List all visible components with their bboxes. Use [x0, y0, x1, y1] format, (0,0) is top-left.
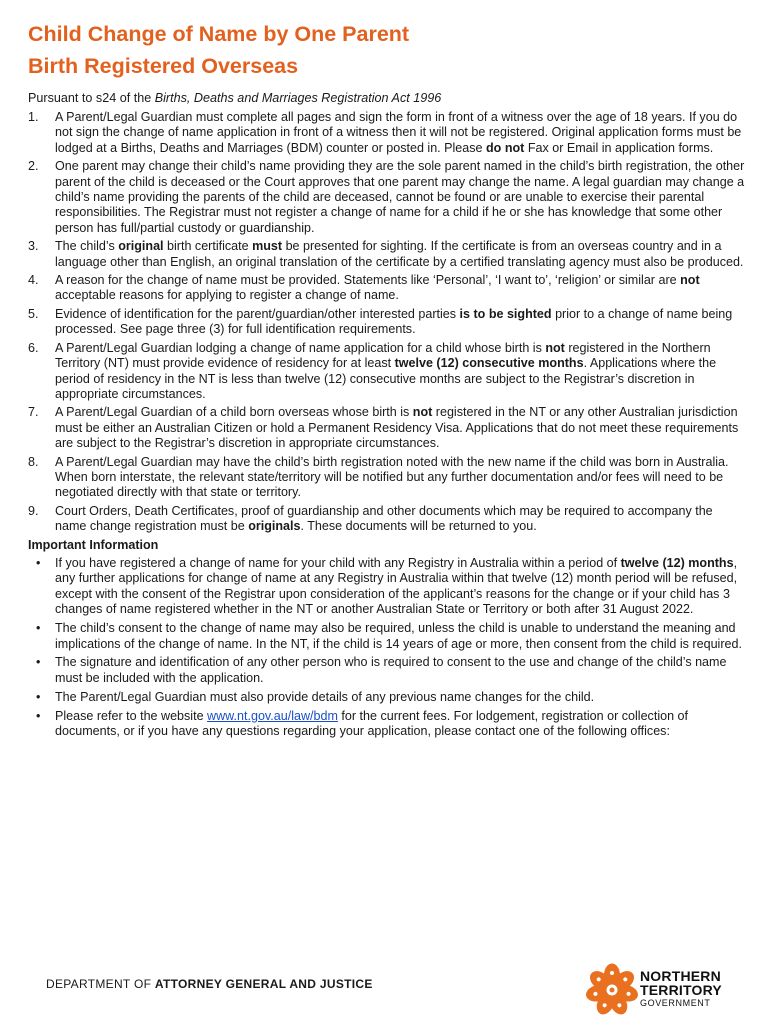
text-run: Evidence of identification for the parent/guardian/other interested parties: [55, 306, 460, 321]
bold-text: twelve (12) consecutive months: [394, 356, 584, 371]
bold-text: is to be sighted: [459, 306, 552, 321]
bold-text: not: [680, 273, 700, 288]
important-bullet-item: [28, 709, 746, 740]
logo-line-government: GOVERNMENT: [640, 998, 711, 1008]
bullet-icon: •: [36, 555, 41, 570]
text-run: If you have registered a change of name for your child with any Registry in Australia within a period of: [55, 555, 621, 570]
text-run: A Parent/Legal Guardian may have the child’s birth registration noted with the new name if the child was born in Australia. When born interstate, the relevant state/territory will be notified but any further documentation and/or fees will need to be negotiated directly with that state or territory.: [55, 454, 729, 500]
text-run: for the current fees. For lodgement, registration or collection of documents, or if you have any questions regarding your application, please contact one of the following offices:: [55, 708, 689, 739]
rule-item: [28, 110, 746, 156]
footer-prefix: DEPARTMENT OF: [46, 977, 155, 991]
bullet-icon: •: [36, 655, 41, 670]
rule-item: [28, 405, 746, 451]
text-run: The signature and identification of any other person who is required to consent to the use and change of the child’s name must be included with the application.: [55, 655, 727, 685]
bold-text: do not: [486, 140, 525, 155]
bullet-icon: •: [36, 708, 41, 723]
numbered-rules-list: [28, 110, 746, 535]
text-run: The Parent/Legal Guardian must also provide details of any previous name changes for the child.: [55, 689, 595, 704]
subtitle-prefix: Pursuant to s24 of the: [28, 91, 155, 105]
desert-rose-icon: [586, 962, 638, 1018]
text-run: One parent may change their child’s name providing they are the sole parent named in the child’s birth registration, the other parent of the child is deceased or the Court approves that one parent may change the name. A legal guardian may change a child’s name providing the parents of the child are deceased, cannot be found or are unable to exercise their parental responsibilities. The Registrar must not register a change of name for a child if he or she has knowledge that some other person has full/partial custody or guardianship.: [55, 159, 745, 235]
rule-item: [28, 239, 746, 270]
rule-number: 6.: [28, 340, 39, 355]
text-run: acceptable reasons for applying to register a change of name.: [55, 288, 399, 303]
rule-number: 2.: [28, 159, 39, 174]
bold-text: original: [118, 239, 164, 254]
logo-wordmark: [640, 969, 722, 1009]
bdm-website-link[interactable]: www.nt.gov.au/law/bdm: [207, 708, 338, 723]
title-line-2: Birth Registered Overseas: [28, 54, 299, 78]
bold-text: twelve (12) months: [620, 555, 734, 570]
important-information-heading: Important Information: [28, 537, 159, 552]
footer-department-name: ATTORNEY GENERAL AND JUSTICE: [154, 977, 373, 991]
important-bullet-item: [28, 690, 746, 705]
logo-line-northern: NORTHERN: [640, 968, 721, 984]
rule-number: 7.: [28, 405, 39, 420]
rule-number: 5.: [28, 306, 39, 321]
rule-number: 9.: [28, 503, 39, 518]
text-run: Fax or Email in application forms.: [524, 140, 714, 155]
bold-text: must: [252, 239, 283, 254]
rule-item: [28, 455, 746, 501]
text-run: Please refer to the website: [55, 708, 208, 723]
text-run: be presented for sighting. If the certificate is from an overseas country and in a language other than English, an original translation of the certificate by a certified translating agency must also be produced.: [55, 239, 744, 269]
bold-text: not: [412, 405, 433, 420]
department-footer: [46, 977, 373, 991]
text-run: A Parent/Legal Guardian of a child born overseas whose birth is: [55, 405, 413, 420]
text-run: A Parent/Legal Guardian must complete all pages and sign the form in front of a witness over the age of 18 years. If you do not sign the change of name application in front of a witness then it will not be registered. Original application forms must be lodged at a Births, Deaths and Marriages (BDM) counter or posted in. Please: [55, 110, 742, 155]
bold-text: not: [545, 340, 565, 355]
text-run: . These documents will be returned to you.: [300, 519, 537, 534]
text-run: The child’s consent to the change of name may also be required, unless the child is unable to understand the meaning and implications of the change of name. In the NT, if the child is 14 years of age or more, then consent from the child is required.: [55, 621, 742, 651]
rule-item: [28, 273, 746, 304]
important-bullet-item: [28, 556, 746, 618]
document-title: [28, 18, 409, 82]
text-run: prior to a change of name being processed. See page three (3) for full identification requirements.: [55, 306, 733, 337]
rule-item: [28, 341, 746, 403]
rule-number: 4.: [28, 273, 39, 288]
title-line-1: Child Change of Name by One Parent: [28, 22, 410, 46]
logo-line-territory: TERRITORY: [640, 982, 722, 998]
form-instructions: [28, 110, 746, 743]
rule-item: [28, 504, 746, 535]
legislation-reference: [28, 90, 441, 106]
rule-item: [28, 159, 746, 236]
nt-government-logo: [586, 962, 736, 1018]
bullet-icon: •: [36, 621, 41, 636]
logo-petal-dot: [610, 971, 614, 975]
text-run: registered in the NT or any other Australian jurisdiction must be either an Australian Citizen or hold a Permanent Residency Visa. Applications that do not meet these requirements are subject to the Registrar’s discretion in appropriate circumstances.: [55, 405, 739, 451]
rule-number: 1.: [28, 110, 39, 124]
bullet-icon: •: [36, 689, 41, 704]
important-bullet-item: [28, 621, 746, 652]
bold-text: originals: [248, 519, 301, 534]
rule-number: 8.: [28, 454, 39, 469]
rule-item: [28, 307, 746, 338]
text-run: A reason for the change of name must be provided. Statements like ‘Personal’, ‘I want to’, ‘religion’ or similar are: [55, 273, 681, 288]
text-run: The child’s: [55, 239, 119, 254]
text-run: registered in the Northern Territory (NT) must provide evidence of residency for at least: [55, 340, 711, 371]
act-name: Births, Deaths and Marriages Registration Act 1996: [154, 91, 442, 105]
rule-number: 3.: [28, 239, 39, 254]
text-run: Court Orders, Death Certificates, proof of guardianship and other documents which may be required to accompany the name change registration must be: [55, 503, 713, 534]
text-run: . Applications where the period of residency in the NT is less than twelve (12) consecutive months are subject to the Registrar’s discretion in appropriate circumstances.: [55, 356, 717, 401]
text-run: birth certificate: [163, 239, 253, 254]
important-bullet-item: [28, 655, 746, 686]
important-information-list: [28, 556, 746, 739]
text-run: , any further applications for change of name at any Registry in Australia within that twelve (12) month period will be refused, except with the consent of the Registrar upon consideration of the applicant’s reasons for the change or if your child has 3 changes of name registered whether in the NT or another Australian State or Territory or both after 31 August 2022.: [55, 555, 738, 617]
text-run: A Parent/Legal Guardian lodging a change of name application for a child whose birth is: [55, 340, 546, 355]
